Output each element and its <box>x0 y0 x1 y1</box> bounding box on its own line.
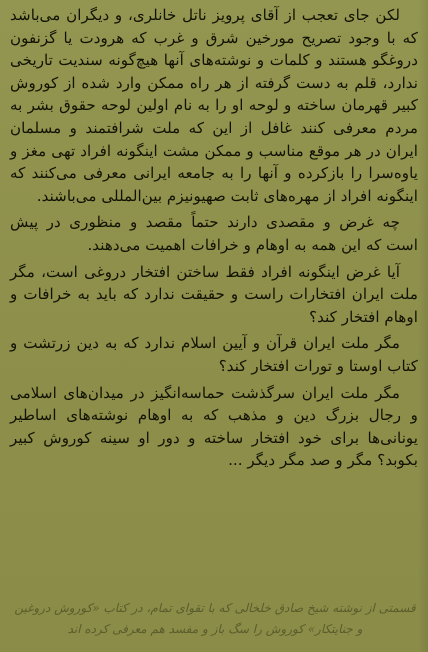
body-text <box>10 4 418 472</box>
page-edge-shadow <box>418 0 428 652</box>
paragraph-1: لکن جای تعجب از آقای پرویز ناتل خانلری، و دیگران می‌باشد که با وجود تصریح مورخین شرق و غرب که هرودت یا گزنفون دروغگو هستند و کلمات و نوشته‌های آنها هیچ‌گونه سندیت تاریخی ندارد، قلم به دست گرفته از هر راه ممکن وارد شده از کوروش کبیر قهرمان ساخته و لوحه او را به نام اولین لوحه حقوق بشر به مردم معرفی کنند غافل از این که ملت شرافتمند و مسلمان ایران در هر موقع مناسب و ممکن مشت اینگونه افراد تهی مغز و یاوه‌سرا را بازکرده و آنها را به جامعه ایرانی معرفی می‌کنند که اینگونه افراد از مهره‌های ثابت صهیونیزم بین‌المللی می‌باشند. <box>10 6 418 205</box>
paragraph-3: آیا غرض اینگونه افراد فقط ساختن افتخار دروغی است، مگر ملت ایران افتخارات راست و حقیقت ندارد که باید به خرافات و اوهام افتخار کند؟ <box>10 262 418 326</box>
paragraph-2: چه غرض و مقصدی دارند حتماً مقصد و منظوری در پیش است که این همه به اوهام و خرافات اهمیت می‌دهند. <box>10 213 418 254</box>
paragraph-4: مگر ملت ایران قرآن و آیین اسلام ندارد که به دین زرتشت و کتاب اوستا و تورات افتخار کند؟ <box>10 334 418 375</box>
caption-text: قسمتی از نوشته شیخ صادق خلخالی که با تقوای تمام، در کتاب «کوروش دروغین و جنایتکار» کوروش را سگ باز و مفسد هم معرفی کرده اند <box>14 601 416 636</box>
paragraph-5: مگر ملت ایران سرگذشت حماسه‌انگیز در میدان‌های اسلامی و رجال بزرگ دین و مذهب که به اوهام نوشته‌های اساطیر یونانی‌ها برای خود افتخار ساخته و دور او سینه کوروش کبیر بکوبد؟ مگر و صد مگر دیگر ... <box>10 383 418 470</box>
